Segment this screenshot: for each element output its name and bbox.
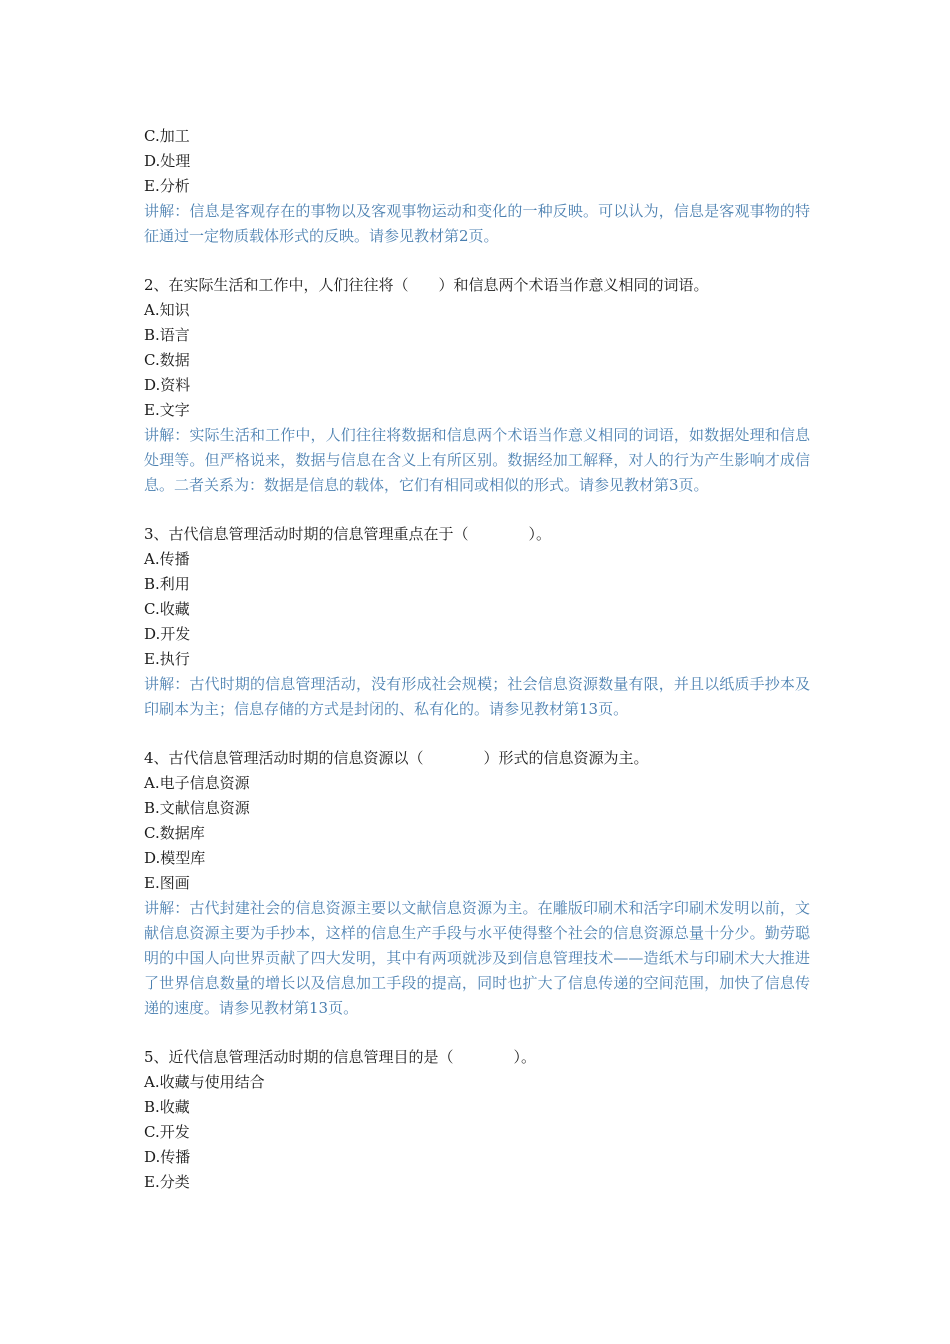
option-d: D.传播 — [144, 1148, 191, 1166]
explanation: 讲解：古代封建社会的信息资源主要以文献信息资源为主。在雕版印刷术和活字印刷术发明以前，文献信息资源主要为手抄本，这样的信息生产手段与水平使得整个社会的信息资源总量十分少。勤劳聪明的中国人向世界贡献了四大发明，其中有两项就涉及到信息管理技术——造纸术与印刷术大大推进了世界信息数量的增长以及信息加工手段的提高，同时也扩大了信息传递的空间范围，加快了信息传递的速度。请参见教材第13页。 — [144, 899, 810, 1017]
option-c: C.加工 — [144, 127, 190, 145]
question-1-continued — [144, 124, 810, 249]
option-c: C.数据库 — [144, 824, 205, 842]
option-d: D.处理 — [144, 152, 191, 170]
option-e: E.图画 — [144, 874, 190, 892]
document-page — [144, 124, 810, 1195]
option-d: D.资料 — [144, 376, 191, 394]
option-b: B.利用 — [144, 575, 190, 593]
option-d: D.模型库 — [144, 849, 206, 867]
option-b: B.文献信息资源 — [144, 799, 250, 817]
option-a: A.知识 — [144, 301, 190, 319]
question-text: 3、古代信息管理活动时期的信息管理重点在于（ ）。 — [144, 525, 552, 543]
question-3 — [144, 522, 810, 722]
option-e: E.分析 — [144, 177, 190, 195]
option-e: E.文字 — [144, 401, 190, 419]
option-b: B.语言 — [144, 326, 190, 344]
option-a: A.收藏与使用结合 — [144, 1073, 265, 1091]
option-a: A.传播 — [144, 550, 190, 568]
question-2 — [144, 273, 810, 498]
question-text: 2、在实际生活和工作中，人们往往将（ ）和信息两个术语当作意义相同的词语。 — [144, 276, 709, 294]
question-text: 4、古代信息管理活动时期的信息资源以（ ）形式的信息资源为主。 — [144, 749, 649, 767]
option-c: C.收藏 — [144, 600, 190, 618]
option-e: E.分类 — [144, 1173, 190, 1191]
explanation: 讲解：实际生活和工作中，人们往往将数据和信息两个术语当作意义相同的词语，如数据处理和信息处理等。但严格说来，数据与信息在含义上有所区别。数据经加工解释，对人的行为产生影响才成信息。二者关系为：数据是信息的载体，它们有相同或相似的形式。请参见教材第3页。 — [144, 426, 810, 494]
option-c: C.数据 — [144, 351, 190, 369]
question-5 — [144, 1045, 810, 1195]
option-d: D.开发 — [144, 625, 191, 643]
explanation: 讲解：信息是客观存在的事物以及客观事物运动和变化的一种反映。可以认为，信息是客观事物的特征通过一定物质载体形式的反映。请参见教材第2页。 — [144, 202, 810, 245]
option-b: B.收藏 — [144, 1098, 190, 1116]
explanation: 讲解：古代时期的信息管理活动，没有形成社会规模；社会信息资源数量有限，并且以纸质手抄本及印刷本为主；信息存储的方式是封闭的、私有化的。请参见教材第13页。 — [144, 675, 810, 718]
option-a: A.电子信息资源 — [144, 774, 250, 792]
option-e: E.执行 — [144, 650, 190, 668]
question-4 — [144, 746, 810, 1021]
option-c: C.开发 — [144, 1123, 190, 1141]
question-text: 5、近代信息管理活动时期的信息管理目的是（ ）。 — [144, 1048, 537, 1066]
